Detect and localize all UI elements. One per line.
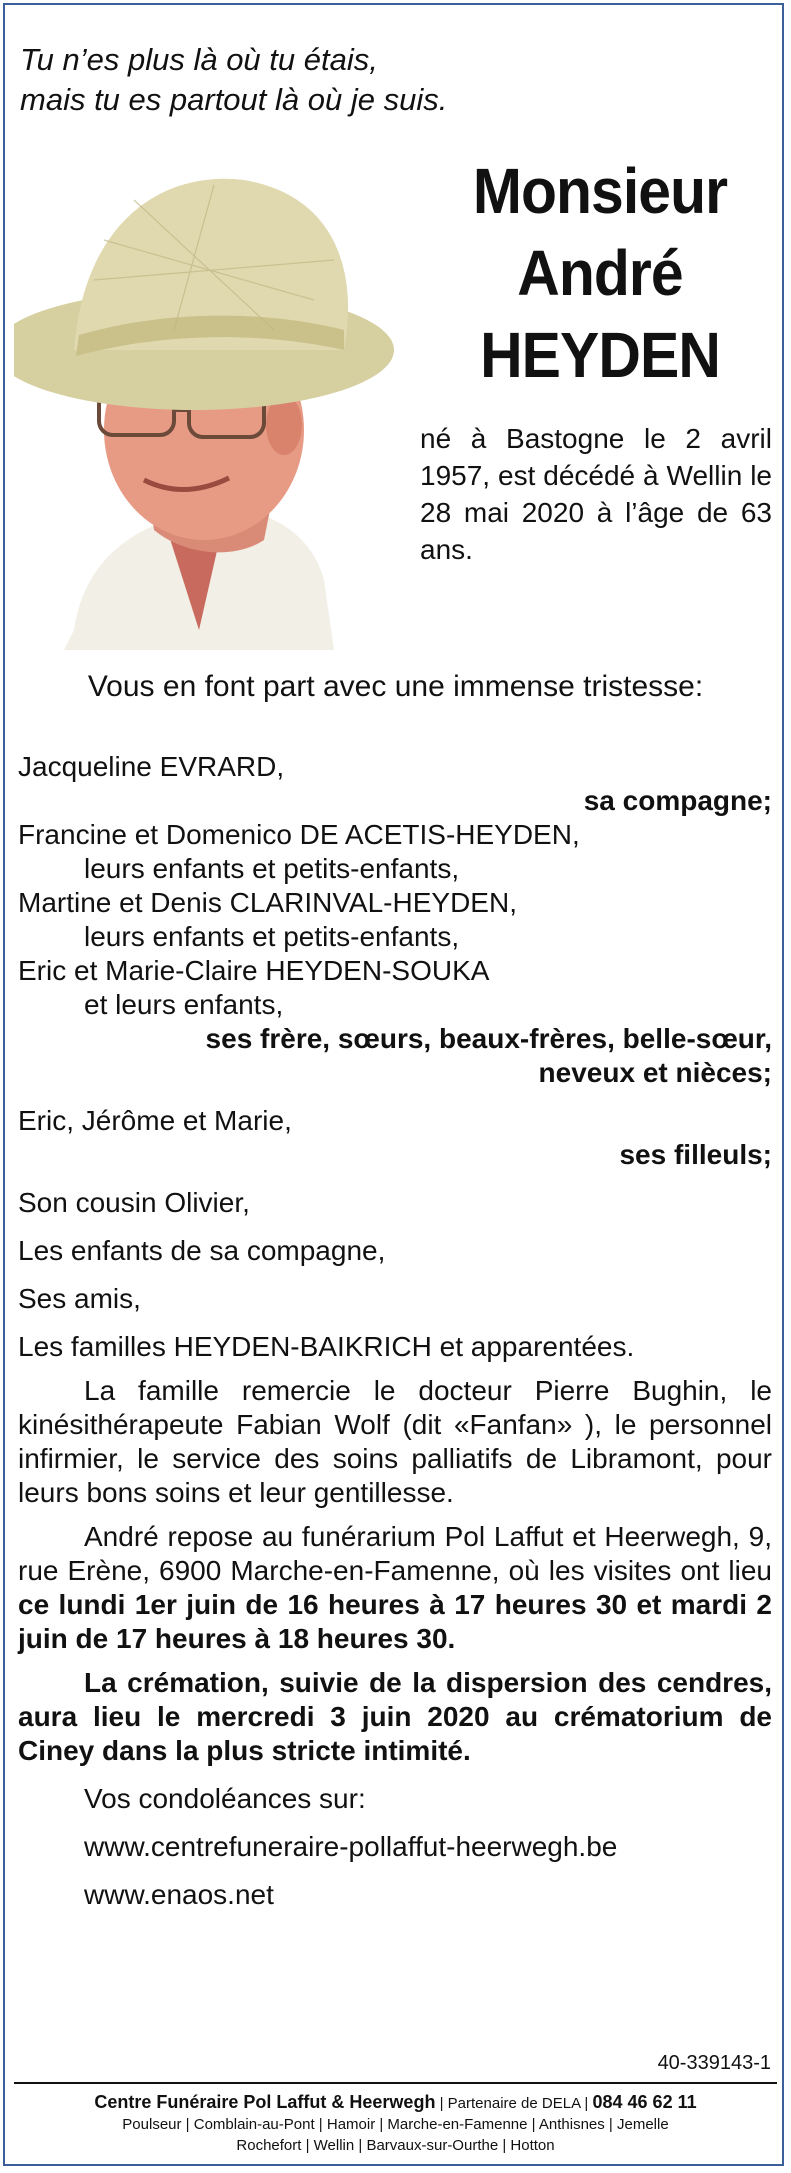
funeral-home-footer: Centre Funéraire Pol Laffut & Heerwegh | Partenaire de DELA | 084 46 62 11 Poulseur | Comblain-au-Pont | Hamoir | Marche-en-Famenne | Anthisnes | Jemelle Rochefort | Wellin | Barvaux-sur-Ourthe | Hotton (0, 2092, 791, 2156)
relation-label: sa compagne; (583, 785, 772, 816)
footer-divider (14, 2082, 777, 2084)
partner-text: Partenaire de DELA (447, 2095, 581, 2112)
thanks-paragraph: La famille remercie le docteur Pierre Bughin, le kinésithérapeute Fabian Wolf (dit «Fanfan» ), le personnel infirmier, le service des soins palliatifs de Libramont, pour leurs bons soins et leur gentillesse. (18, 1375, 772, 1508)
family-line: Francine et Domenico DE ACETIS-HEYDEN, (18, 819, 580, 850)
family-line: Martine et Denis CLARINVAL-HEYDEN, (18, 887, 517, 918)
family-line: Eric, Jérôme et Marie, (18, 1105, 292, 1136)
quote-line-2: mais tu es partout là où je suis. (20, 82, 448, 117)
family-line: Eric et Marie-Claire HEYDEN-SOUKA (18, 955, 490, 986)
name-title: Monsieur (472, 155, 728, 227)
locations-line-1: Poulseur | Comblain-au-Pont | Hamoir | Marche-en-Famenne | Anthisnes | Jemelle (122, 2116, 669, 2133)
family-line: leurs enfants et petits-enfants, (84, 853, 460, 884)
family-line: et leurs enfants, (84, 989, 284, 1020)
relation-label: neveux et nièces; (538, 1057, 772, 1088)
locations-line-2: Rochefort | Wellin | Barvaux-sur-Ourthe | Hotton (236, 2137, 555, 2154)
funeral-home-name: Centre Funéraire Pol Laffut & Heerwegh (94, 2092, 436, 2112)
family-line: leurs enfants et petits-enfants, (84, 921, 460, 952)
family-line: Ses amis, (18, 1283, 141, 1314)
deceased-name (434, 150, 765, 396)
phone-number: 084 46 62 11 (592, 2092, 697, 2112)
relation-label: ses filleuls; (619, 1139, 772, 1170)
quote-line-1: Tu n’es plus là où tu étais, (20, 42, 378, 77)
condolences-label: Vos condoléances sur: (84, 1783, 366, 1814)
condolences-url-2[interactable]: www.enaos.net (84, 1879, 274, 1910)
name-last: HEYDEN (480, 319, 720, 391)
family-line: Les enfants de sa compagne, (18, 1235, 386, 1266)
family-line: Son cousin Olivier, (18, 1187, 250, 1218)
reference-number: 40-339143-1 (657, 2052, 771, 2074)
repose-paragraph: André repose au funérarium Pol Laffut et Heerwegh, 9, rue Erène, 6900 Marche-en-Famenne, où les visites ont lieu ce lundi 1er juin de 16 heures à 17 heures 30 et mardi 2 juin de 17 heures à 18 heures 30. (18, 1521, 772, 1654)
name-first: André (517, 237, 683, 309)
announcement-intro: Vous en font part avec une immense tristesse: (87, 670, 704, 703)
relation-label: ses frère, sœurs, beaux-frères, belle-sœur, (205, 1023, 772, 1054)
family-line: Les familles HEYDEN-BAIKRICH et apparentées. (18, 1331, 635, 1362)
family-list (18, 750, 772, 1912)
birth-death-text: né à Bastogne le 2 avril 1957, est décédé à Wellin le 28 mai 2020 à l’âge de 63 ans. (420, 423, 772, 565)
condolences-url-1[interactable]: www.centrefuneraire-pollaffut-heerwegh.be (84, 1831, 618, 1862)
family-line: Jacqueline EVRARD, (18, 751, 285, 782)
cremation-paragraph: La crémation, suivie de la dispersion des cendres, aura lieu le mercredi 3 juin 2020 au crématorium de Ciney dans la plus stricte intimité. (18, 1667, 772, 1766)
portrait-photo (14, 160, 404, 650)
epitaph-quote (20, 40, 447, 120)
